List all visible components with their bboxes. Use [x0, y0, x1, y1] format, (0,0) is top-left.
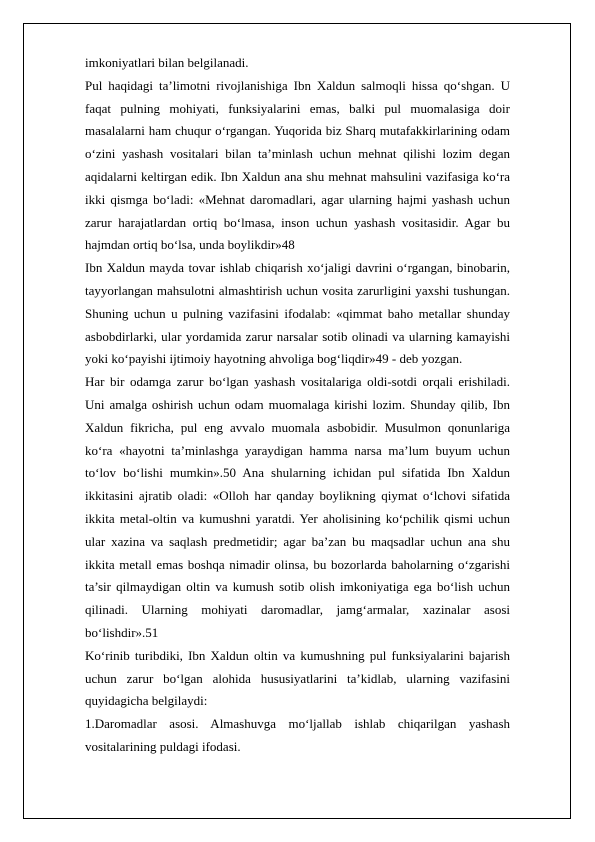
paragraph: Har bir odamga zarur bo‘lgan yashash vositalariga oldi-sotdi orqali erishiladi. Uni amalga oshirish uchun odam muomalaga kirishi lozim. Shunday qilib, Ibn Xaldun fikricha, pul eng avvalo muomala asbobidir. Musulmon qonunlariga ko‘ra «hayotni ta’minlashga yaraydigan hamma narsa ma’lum buyum uchun to‘lov bo‘lishi mumkin».50 Ana shularning ichidan pul sifatida Ibn Xaldun ikkitasini ajratib oladi: «Olloh har qanday boylikning qiymat o‘lchovi sifatida ikkita metal-oltin va kumushni yaratdi. Yer aholisining ko‘pchilik qismi uchun ular xazina va saqlash predmetidir; agar ba’zan bu maqsadlar uchun ana shu ikkita metall emas boshqa nimadir olinsa, bu bozorlarda baholarning o‘zgarishi ta’sir qilmaydigan oltin va kumush sotib olish imkoniyatiga ega bo‘lish uchun qilinadi. Ularning mohiyati daromadlar, jamg‘armalar, xazinalar asosi bo‘lishdir».51: [85, 374, 510, 640]
paragraph: Pul haqidagi ta’limotni rivojlanishiga Ibn Xaldun salmoqli hissa qo‘shgan. U faqat pulning mohiyati, funksiyalarini emas, balki pul muomalasiga doir masalalarni ham chuqur o‘rgangan. Yuqorida biz Sharq mutafakkirlarining odam o‘zini yashash vositalari bilan ta’minlash uchun mehnat qilishi lozim degan aqidalarni keltirgan edik. Ibn Xaldun ana shu mehnat mahsulini vazifasiga ko‘ra ikki qismga bo‘ladi: «Mehnat daromadlari, agar ularning hajmi yashash uchun zarur harajatlardan ortiq bo‘lmasa, inson uchun yashash vositasidir. Agar bu hajmdan ortiq bo‘lsa, unda boylikdir»48: [85, 77, 510, 253]
paragraph: Ibn Xaldun mayda tovar ishlab chiqarish xo‘jaligi davrini o‘rgangan, binobarin, tayyorlangan mahsulotni almashtirish uchun vosita zarurligini yaxshi tushungan. Shuning uchun u pulning vazifasini ifodalab: «qimmat baho metallar shunday asbobdirlarki, ular yordamida zarur narsalar sotib olinadi va ularning kamayishi yoki ko‘payishi ijtimoiy hayotning ahvoliga bog‘liqdir»49 - deb yozgan.: [85, 260, 510, 367]
document-body: [85, 52, 510, 759]
list-item: 1.Daromadlar asosi. Almashuvga mo‘ljallab ishlab chiqarilgan yashash vositalarining puldagi ifodasi.: [85, 716, 510, 754]
paragraph: Ko‘rinib turibdiki, Ibn Xaldun oltin va kumushning pul funksiyalarini bajarish uchun zarur bo‘lgan alohida hususiyatlarini ta’kidlab, ularning vazifasini quyidagicha belgilaydi:: [85, 647, 510, 709]
paragraph: imkoniyatlari bilan belgilanadi.: [85, 55, 249, 70]
